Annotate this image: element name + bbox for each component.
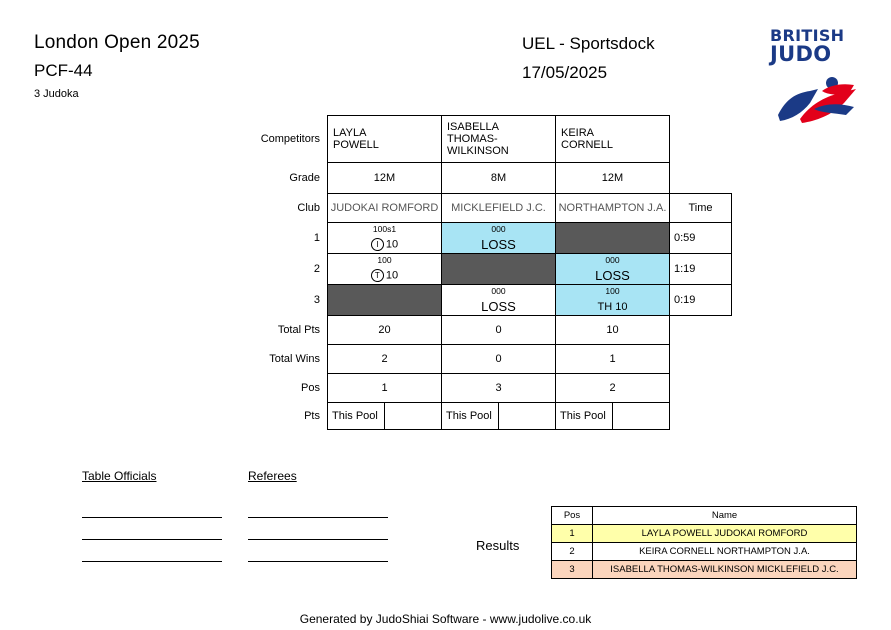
label-grade: Grade [289, 172, 320, 184]
match-blocked-cell [328, 285, 442, 316]
match-score-detail: 000 [491, 224, 506, 234]
grade-cell: 12M [556, 163, 670, 194]
pts-value[interactable] [385, 403, 442, 430]
results-col-pos: Pos [552, 507, 593, 525]
spacer-cell [670, 345, 732, 374]
event-date: 17/05/2025 [522, 63, 608, 82]
results-box [551, 506, 857, 579]
match-score: I 10 [328, 238, 441, 251]
total-points-value: 10 [556, 316, 670, 345]
row-match [256, 285, 732, 316]
time-column-header: Time [670, 194, 732, 223]
competitor-first-name: ISABELLA [447, 121, 499, 133]
signature-line[interactable] [248, 496, 388, 518]
competitor-name-cell [328, 116, 442, 163]
grade-cell: 8M [442, 163, 556, 194]
label-pos: Pos [301, 382, 320, 394]
match-loss-text: LOSS [481, 237, 516, 252]
match-blocked-cell [442, 254, 556, 285]
club-cell: JUDOKAI ROMFORD [328, 194, 442, 223]
match-score: T 10 [328, 269, 441, 282]
result-position: 3 [552, 561, 593, 579]
table-row [552, 543, 857, 561]
signature-line[interactable] [248, 518, 388, 540]
spacer-cell [670, 374, 732, 403]
signature-line[interactable] [82, 540, 222, 562]
result-position: 2 [552, 543, 593, 561]
competitor-first-name: KEIRA [561, 127, 595, 139]
pts-value[interactable] [499, 403, 556, 430]
pts-table [256, 402, 670, 430]
logo-line-2: JUDO [770, 42, 832, 66]
table-row [552, 561, 857, 579]
results-col-name: Name [593, 507, 857, 525]
match-score-detail: 100 [377, 255, 392, 265]
match-score-detail: 100s1 [372, 224, 397, 234]
competitor-last-name: POWELL [333, 139, 379, 151]
signature-line[interactable] [248, 540, 388, 562]
pool-code: PCF-44 [34, 61, 93, 80]
grade-cell: 12M [328, 163, 442, 194]
position-value: 2 [556, 374, 670, 403]
pts-pool-note: This Pool [442, 403, 499, 430]
table-officials-title: Table Officials [82, 469, 157, 483]
referees-block [248, 469, 388, 562]
row-pts [256, 403, 670, 430]
judo-figures-icon [770, 69, 866, 127]
event-title: London Open 2025 [34, 32, 200, 53]
results-header-row [552, 507, 857, 525]
pool-table [256, 115, 732, 403]
position-value: 3 [442, 374, 556, 403]
match-result-cell[interactable] [328, 254, 442, 285]
row-club [256, 194, 732, 223]
match-loss-text: LOSS [595, 268, 630, 283]
ippon-icon: I [371, 238, 384, 251]
judoka-count: 3 Judoka [34, 88, 79, 100]
pts-pool-note: This Pool [328, 403, 385, 430]
spacer-cell [670, 163, 732, 194]
match-number-label: 1 [313, 232, 320, 244]
british-judo-logo [770, 28, 866, 128]
match-time: 1:19 [670, 254, 732, 285]
results-table [551, 506, 857, 579]
competitor-last-name: THOMAS-WILKINSON [447, 133, 509, 157]
footer-text: Generated by JudoShiai Software - www.judolive.co.uk [299, 612, 592, 626]
match-result-cell[interactable] [442, 285, 556, 316]
label-total-wins: Total Wins [269, 353, 320, 365]
row-total-points [256, 316, 732, 345]
referees-lines [248, 496, 388, 562]
match-blocked-cell [556, 223, 670, 254]
row-total-wins [256, 345, 732, 374]
label-competitors: Competitors [260, 133, 320, 145]
club-cell: NORTHAMPTON J.A. [556, 194, 670, 223]
match-number-label: 3 [313, 294, 320, 306]
table-officials-block [82, 469, 222, 562]
logo-figure-icon [770, 69, 866, 127]
match-time: 0:19 [670, 285, 732, 316]
result-name: KEIRA CORNELL NORTHAMPTON J.A. [593, 543, 857, 561]
total-points-value: 0 [442, 316, 556, 345]
match-number-label: 2 [313, 263, 320, 275]
header-middle [522, 34, 655, 83]
match-result-cell[interactable] [442, 223, 556, 254]
table-row [552, 525, 857, 543]
pts-pool-note: This Pool [556, 403, 613, 430]
match-score-detail: 000 [605, 255, 620, 265]
match-loss-text: LOSS [481, 299, 516, 314]
result-name: LAYLA POWELL JUDOKAI ROMFORD [593, 525, 857, 543]
result-position: 1 [552, 525, 593, 543]
match-score-detail: 100 [605, 286, 620, 296]
match-result-cell[interactable] [556, 285, 670, 316]
club-cell: MICKLEFIELD J.C. [442, 194, 556, 223]
logo-line-1: BRITISH [770, 26, 845, 45]
competitor-name-cell [442, 116, 556, 163]
spacer-cell [670, 316, 732, 345]
total-wins-value: 1 [556, 345, 670, 374]
results-label: Results [476, 538, 520, 553]
match-score: TH 10 [597, 301, 628, 313]
row-competitors [256, 116, 732, 163]
competitor-last-name: CORNELL [561, 139, 613, 151]
match-result-cell[interactable] [328, 223, 442, 254]
total-wins-value: 0 [442, 345, 556, 374]
spacer-cell [670, 116, 732, 163]
competitor-first-name: LAYLA [333, 127, 367, 139]
signature-line[interactable] [82, 518, 222, 540]
label-pts: Pts [304, 410, 320, 422]
match-result-cell[interactable] [556, 254, 670, 285]
row-match [256, 223, 732, 254]
pool-grid [256, 115, 732, 430]
match-time: 0:59 [670, 223, 732, 254]
venue-name: UEL - Sportsdock [522, 34, 655, 53]
throw-icon: T [371, 269, 384, 282]
result-name: ISABELLA THOMAS-WILKINSON MICKLEFIELD J.C. [593, 561, 857, 579]
header-left [34, 32, 200, 100]
total-wins-value: 2 [328, 345, 442, 374]
total-points-value: 20 [328, 316, 442, 345]
match-score-detail: 000 [491, 286, 506, 296]
referees-title: Referees [248, 469, 297, 483]
signature-line[interactable] [82, 496, 222, 518]
label-club: Club [297, 202, 320, 214]
pts-value[interactable] [613, 403, 670, 430]
table-officials-lines [82, 496, 222, 562]
row-match [256, 254, 732, 285]
label-total-pts: Total Pts [277, 324, 320, 336]
position-value: 1 [328, 374, 442, 403]
competitor-name-cell [556, 116, 670, 163]
row-pos [256, 374, 732, 403]
row-grade [256, 163, 732, 194]
logo-text [770, 28, 866, 65]
